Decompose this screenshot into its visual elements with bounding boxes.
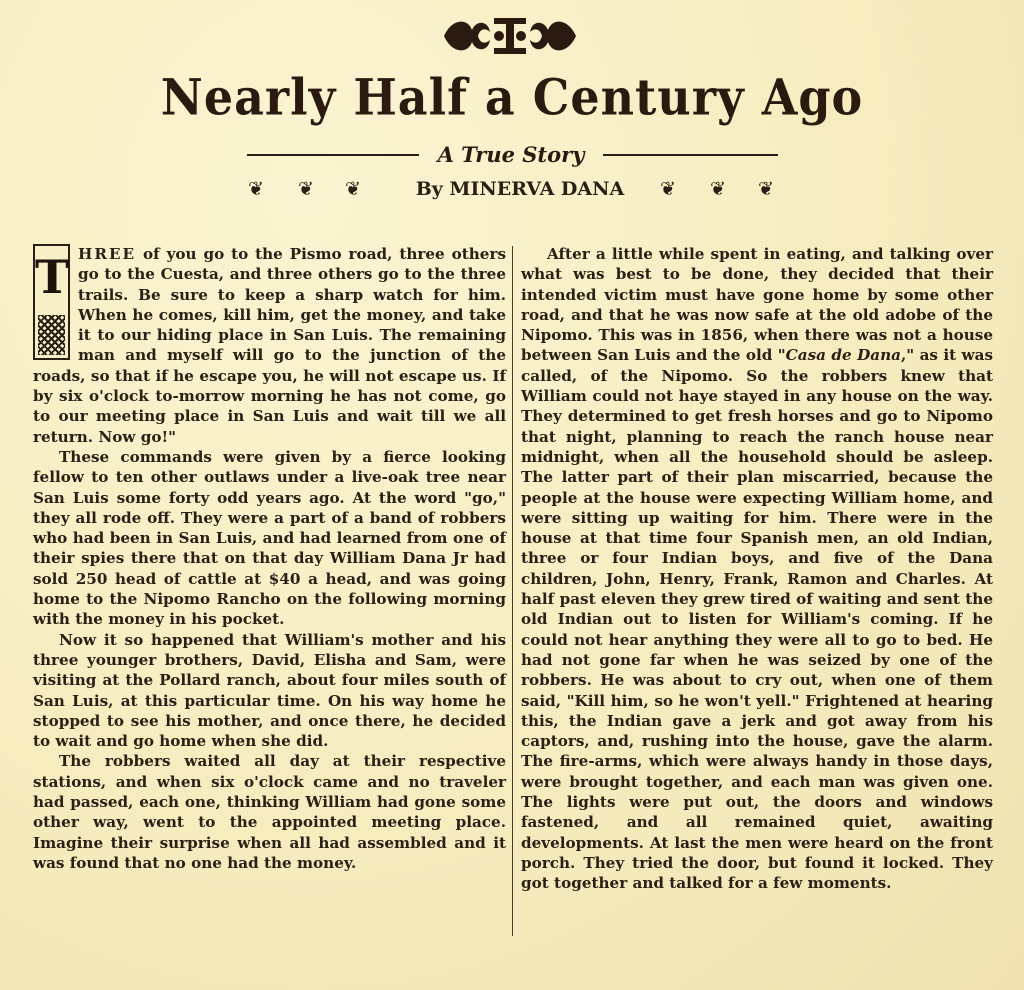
paragraph-text: ," as it was called, of the Nipomo. So the robbers knew that William could not haye stayed in any house on the way. They determined to get fresh horses and go to Nipomo that night, planning to reach the ranch house near midnight, when all the household should be asleep. The latter part of their plan miscarried, because the people at the house were expecting William home, and were sitting up waiting for him. There were in the house at that time four Spanish men, an old Indian, three or four Indian boys, and five of the Dana children, John, Henry, Frank, Ramon and Charles. At half past eleven they grew tired of waiting and sent the old Indian out to listen for William's coming. If he could not hear anything they were all to go to bed. He had not gone far when he was seized by one of the robbers. He was about to cry out, when one of them said, "Kill him, so he won't yell." Frightened at hearing this, the Indian gave a jerk and got away from his captors, and, rushing into the house, gave the alarm. The fire-arms, which were always handy in those days, were brought together, and each man was given one. The lights were put out, the doors and windows fastened, and all remained quiet, awaiting developments. At last the men were heard on the front porch. They tried the door, but found it locked. They got together and talked for a few moments.: [521, 346, 993, 893]
drop-cap-letter: T: [35, 250, 70, 304]
rule-left: [247, 154, 419, 156]
lead-word: HREE: [78, 245, 137, 263]
italic-text: Casa de Dana: [785, 346, 901, 365]
left-column: [33, 244, 506, 873]
column-divider: [512, 246, 513, 936]
byline: By MINERVA DANA: [415, 178, 625, 200]
fleuron-icon: ❦: [345, 178, 361, 200]
opening-text: of you go to the Pismo road, three others go to the Cuesta, and three others go to the three trails. Be sure to keep a sharp watch for him. When he comes, kill him, get the money, and take it to our hiding place in San Luis. The remaining man and myself will go to the junction of the roads, so that if he escape you, he will not escape us. If by six o'clock to-morrow morning he has not come, go to our meeting place in San Luis and wait till we all return. Now go!": [33, 245, 506, 446]
article-subtitle: A True Story: [437, 142, 585, 167]
fleuron-icon: ❦: [298, 178, 314, 200]
fleuron-icon: ❦: [758, 178, 774, 200]
ornament-icon: [442, 12, 578, 60]
article-title: Nearly Half a Century Ago: [160, 67, 864, 127]
opening-paragraph: [33, 244, 506, 447]
paragraph: [521, 244, 993, 894]
paragraph: The robbers waited all day at their respective stations, and when six o'clock came and no traveler had passed, each one, thinking William had gone some other way, went to the appointed meeting place. Imagine their surprise when all had assembled and it was found that no one had the money.: [33, 752, 506, 872]
drop-cap-pattern-icon: [38, 315, 65, 355]
paragraph: These commands were given by a fierce looking fellow to ten other outlaws under a live-oak tree near San Luis some forty odd years ago. At the word "go," they all rode off. They were a part of a band of robbers who had been in San Luis, and had learned from one of their spies there that on that day William Dana Jr had sold 250 head of cattle at $40 a head, and was going home to the Nipomo Rancho on the following morning with the money in his pocket.: [33, 447, 506, 629]
paragraph-text: After a little while spent in eating, and talking over what was best to be done, they decided that their intended victim must have gone home by some other road, and that he was now safe at the old adobe of the Nipomo. This was in 1856, when there was not a house between San Luis and the old ": [521, 245, 993, 365]
byline-row: [0, 178, 1024, 204]
subtitle-row: [0, 142, 1024, 168]
right-column: [521, 244, 993, 894]
fleuron-icon: ❦: [248, 178, 264, 200]
rule-right: [603, 154, 778, 156]
fleuron-icon: ❦: [660, 178, 676, 200]
paragraph: Now it so happened that William's mother and his three younger brothers, David, Elisha and Sam, were visiting at the Pollard ranch, about four miles south of San Luis, at this particular time. On his way home he stopped to see his mother, and once there, he decided to wait and go home when she did.: [33, 630, 506, 751]
drop-cap: [33, 244, 70, 360]
fleuron-icon: ❦: [710, 178, 726, 200]
